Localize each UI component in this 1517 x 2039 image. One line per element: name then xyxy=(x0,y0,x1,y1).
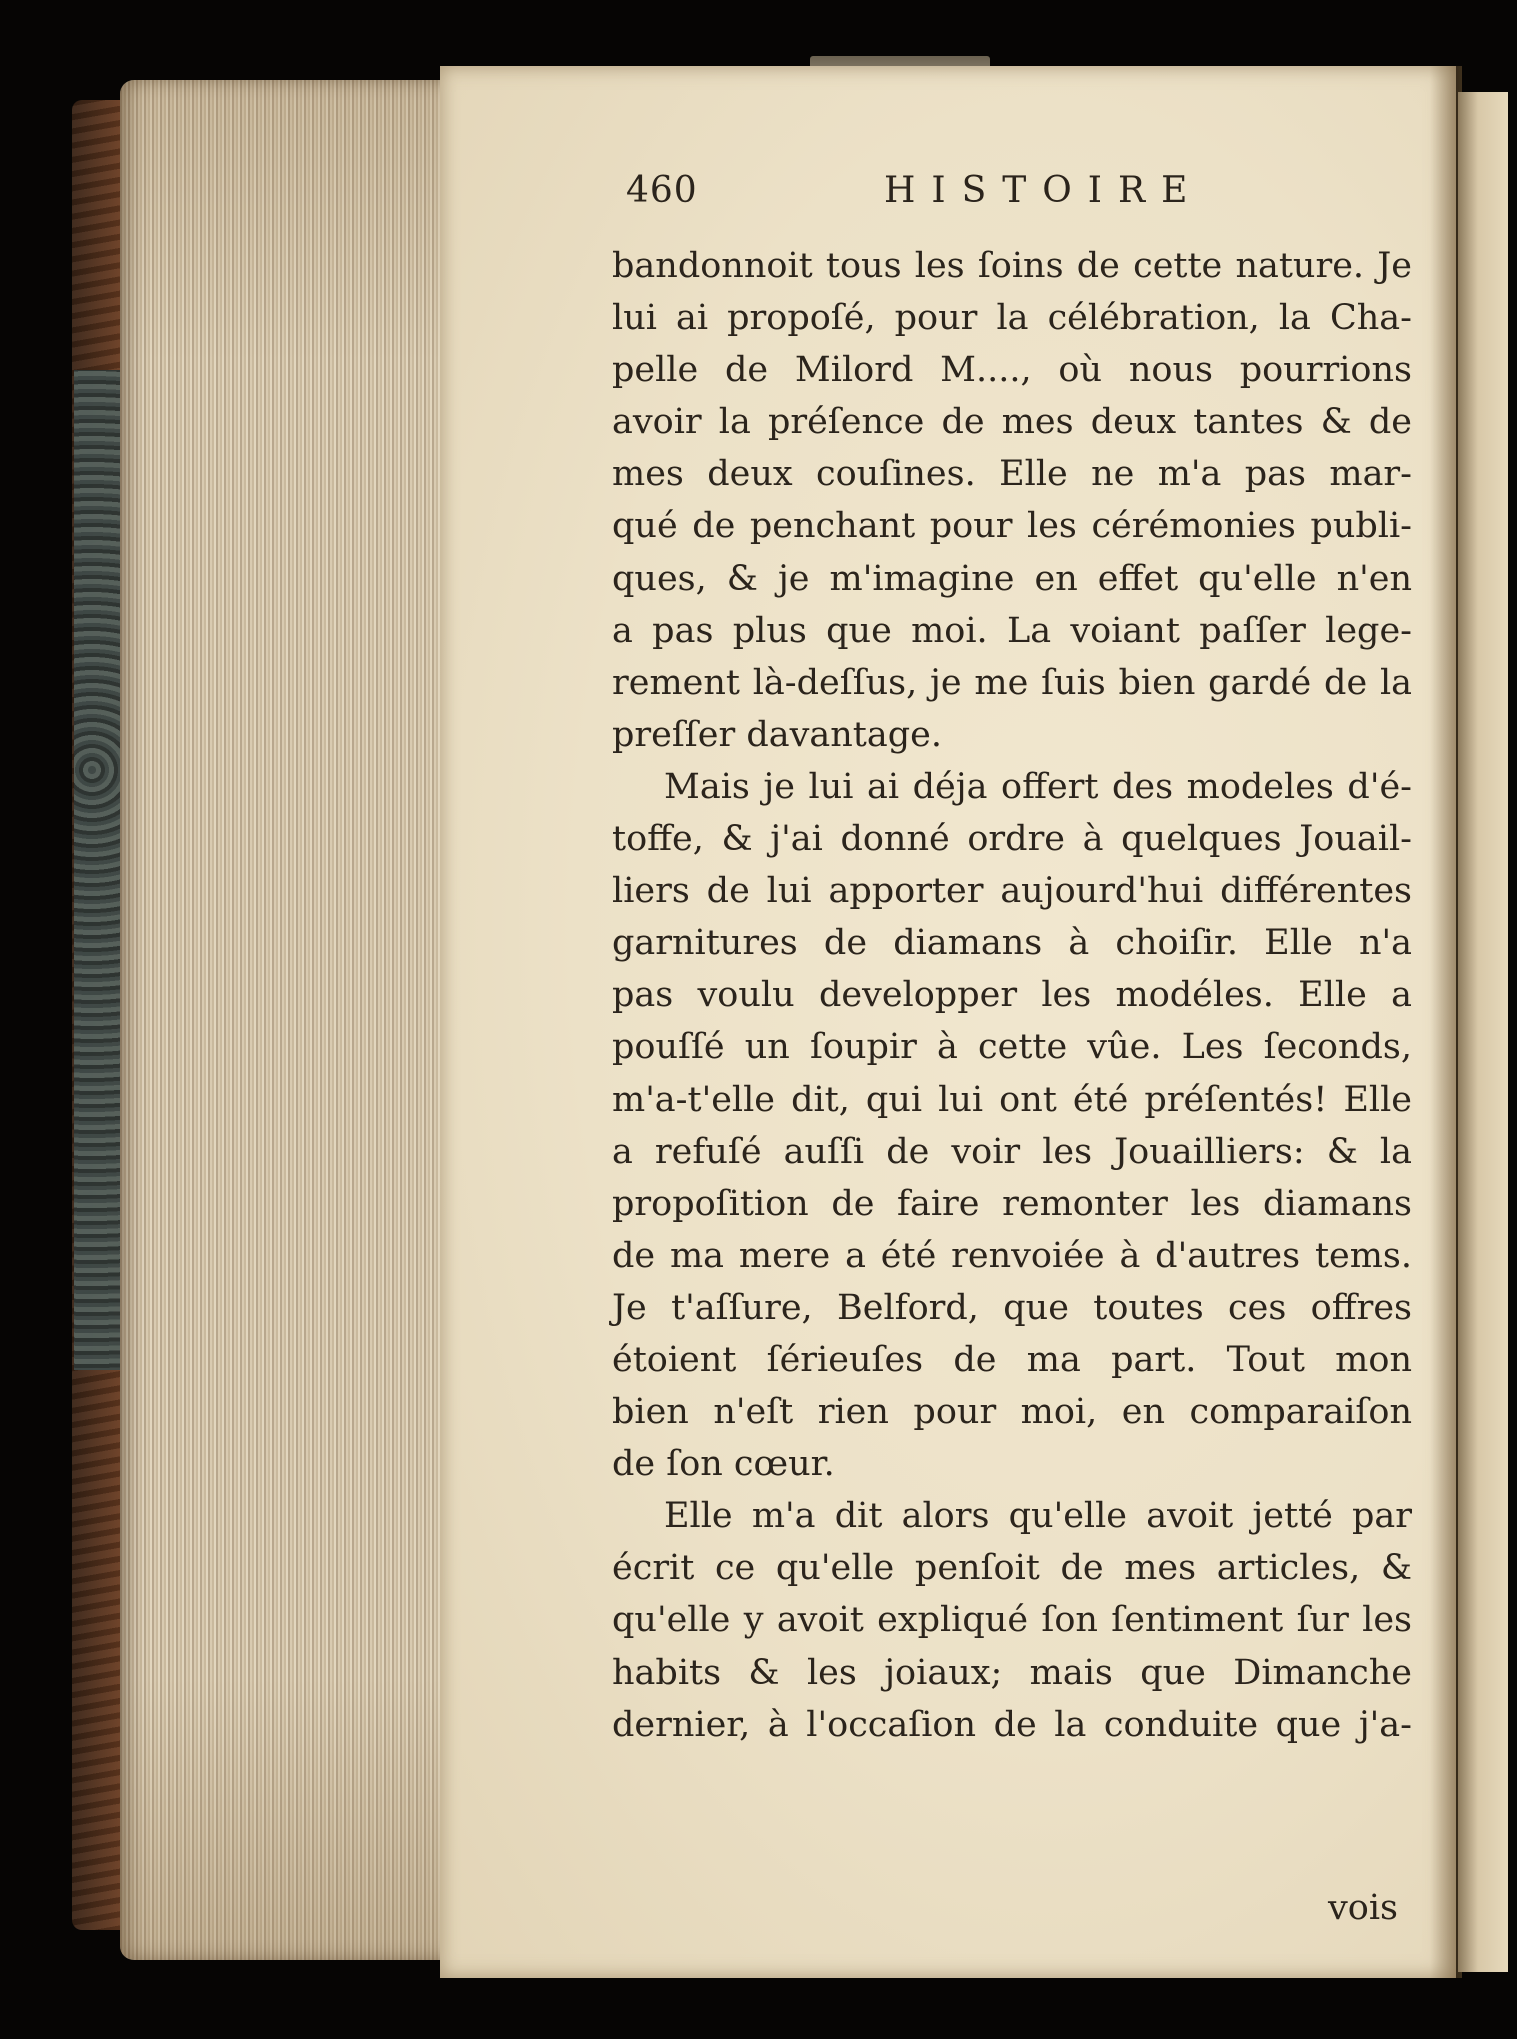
catchword: vois xyxy=(1328,1888,1398,1928)
text-line: a pas plus que moi. La voiant paſſer lege- xyxy=(612,610,1412,651)
text-line: preſſer davantage. xyxy=(612,714,942,755)
text-line: mes deux couſines. Elle ne m'a pas mar- xyxy=(612,454,1412,495)
text-line: lui ai propoſé, pour la célébration, la Cha- xyxy=(612,298,1412,339)
text-line: propoſition de faire remonter les diamans xyxy=(612,1183,1412,1224)
text-line: ques, & je m'imagine en effet qu'elle n'en xyxy=(612,558,1412,599)
page-header xyxy=(612,170,1412,230)
text-line: habits & les joiaux; mais que Dimanche xyxy=(612,1652,1412,1693)
text-line: étoient ſérieuſes de ma part. Tout mon xyxy=(612,1339,1412,1380)
text-line: Mais je lui ai déja offert des modeles d'é- xyxy=(664,766,1412,807)
text-line: a refuſé auſſi de voir les Jouailliers: & la xyxy=(612,1131,1412,1172)
text-line: pas voulu developper les modéles. Elle a xyxy=(612,975,1412,1016)
text-line: pelle de Milord M...., où nous pourrions xyxy=(612,350,1412,391)
page-number: 460 xyxy=(626,170,698,211)
facing-page-edge xyxy=(1458,92,1508,1972)
text-line: qué de penchant pour les cérémonies publi- xyxy=(612,506,1412,547)
text-line: rement là-deſſus, je me ſuis bien gardé de la xyxy=(612,662,1412,703)
text-line: qu'elle y avoit expliqué ſon ſentiment ſur les xyxy=(612,1600,1412,1641)
text-line: m'a-t'elle dit, qui lui ont été préſentés! Elle xyxy=(612,1079,1412,1120)
page-edges-stack xyxy=(120,80,450,1960)
text-line: dernier, à l'occaſion de la conduite que j'a- xyxy=(612,1704,1412,1745)
text-line: écrit ce qu'elle penſoit de mes articles, & xyxy=(612,1548,1412,1589)
text-line: Je t'aſſure, Belford, que toutes ces offres xyxy=(612,1287,1412,1328)
running-head: HISTOIRE xyxy=(884,170,1204,211)
page-text-block xyxy=(612,170,1412,1928)
text-line: de ma mere a été renvoiée à d'autres tems. xyxy=(612,1235,1412,1276)
text-line: Elle m'a dit alors qu'elle avoit jetté par xyxy=(664,1496,1412,1537)
text-line: liers de lui apporter aujourd'hui différentes xyxy=(612,871,1412,912)
text-line: garnitures de diamans à choiſir. Elle n'a xyxy=(612,923,1412,964)
text-line: toffe, & j'ai donné ordre à quelques Jouail- xyxy=(612,819,1412,860)
text-line: bandonnoit tous les ſoins de cette nature. Je xyxy=(612,246,1412,286)
text-line: bien n'eſt rien pour moi, en comparaiſon xyxy=(612,1392,1412,1433)
body-text xyxy=(612,240,1412,1751)
text-line: de ſon cœur. xyxy=(612,1444,835,1485)
text-line: pouſſé un ſoupir à cette vûe. Les ſeconds, xyxy=(612,1027,1412,1068)
text-line: avoir la préſence de mes deux tantes & de xyxy=(612,402,1412,443)
